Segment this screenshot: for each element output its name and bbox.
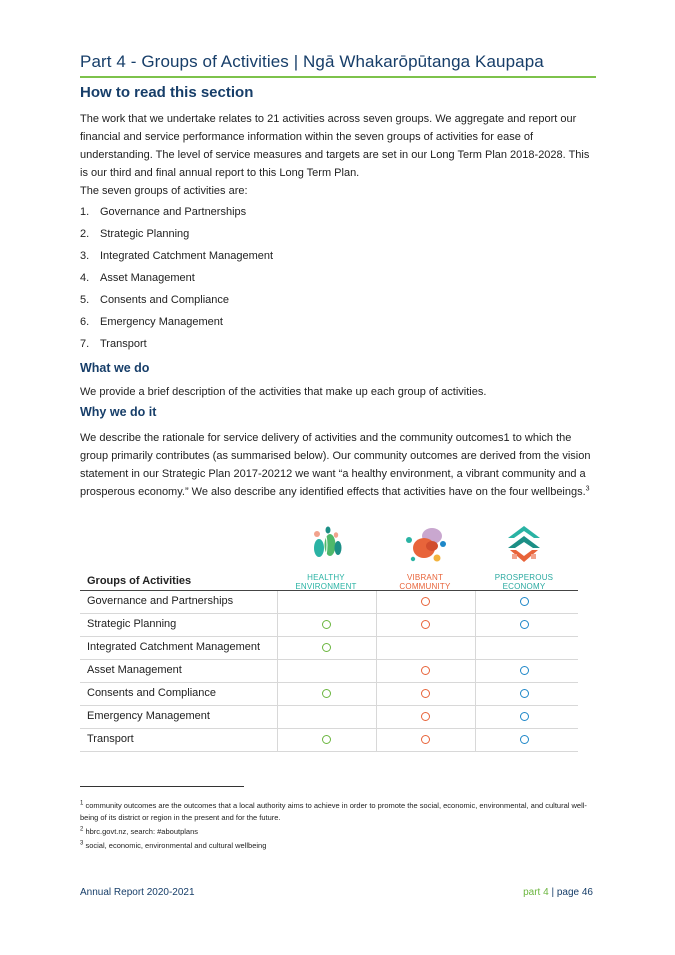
contributes-circle-icon [520, 666, 529, 675]
contributes-circle-icon [421, 597, 430, 606]
outcome-cell [475, 614, 575, 636]
section-title: How to read this section [80, 84, 254, 101]
contributes-circle-icon [322, 735, 331, 744]
list-number: 4. [80, 272, 90, 284]
list-label: Consents and Compliance [100, 294, 230, 306]
list-number: 7. [80, 338, 90, 350]
list-number: 1. [80, 206, 90, 218]
group-list-item [80, 228, 189, 240]
table-row [80, 706, 578, 729]
footnote-text: community outcomes are the outcomes that a local authority aims to achieve in order to promote the social, economic, environmental, and cultural well-being of its district or region in the present and for the future. [80, 801, 587, 822]
list-label: Asset Management [100, 272, 195, 284]
list-label: Integrated Catchment Management [100, 250, 274, 262]
outcome-cell [376, 683, 476, 705]
contributes-circle-icon [322, 643, 331, 652]
footnote-number: 1 [80, 800, 84, 807]
footnote [80, 840, 600, 852]
why-we-do-it-text [80, 429, 596, 501]
prosperous-economy-icon [502, 524, 546, 564]
contributes-circle-icon [520, 735, 529, 744]
list-number: 6. [80, 316, 90, 328]
outcome-cell [376, 706, 476, 728]
outcome-cell [277, 637, 377, 659]
outcome-cell [475, 683, 575, 705]
outcome-cell [475, 591, 575, 613]
outcome-label-line2: COMMUNITY [399, 582, 451, 591]
list-number: 3. [80, 250, 90, 262]
outcome-cell [277, 660, 377, 682]
group-list-item [80, 294, 229, 306]
group-list-item [80, 338, 147, 350]
footnote [80, 800, 600, 824]
activity-group-name: Integrated Catchment Management [87, 641, 261, 653]
contributes-circle-icon [421, 620, 430, 629]
part-title: Part 4 - Groups of Activities | Ngā Whakarōpūtanga Kaupapa [80, 52, 596, 78]
footnote [80, 826, 600, 838]
contributes-circle-icon [520, 689, 529, 698]
outcome-cell [475, 660, 575, 682]
table-row [80, 683, 578, 706]
list-label: Governance and Partnerships [100, 206, 247, 218]
contributes-circle-icon [322, 689, 331, 698]
contributes-circle-icon [520, 620, 529, 629]
contributes-circle-icon [421, 712, 430, 721]
outcome-cell [376, 591, 476, 613]
outcome-cell [277, 729, 377, 751]
outcome-label-line1: VIBRANT [406, 573, 444, 582]
contributes-circle-icon [421, 666, 430, 675]
outcome-cell [277, 683, 377, 705]
activity-group-name: Asset Management [87, 664, 182, 676]
table-row [80, 729, 578, 752]
outcome-cell [376, 729, 476, 751]
group-list-item [80, 316, 223, 328]
table-row [80, 660, 578, 683]
footnote-text: social, economic, environmental and cultural wellbeing [85, 841, 267, 850]
outcome-prosperous-economy [475, 524, 573, 591]
intro-paragraph: The work that we undertake relates to 21 activities across seven groups. We aggregate and report our financial and service performance information within the seven groups of activities for ease of understanding. The level of service measures and targets are set in our Long Term Plan 2018-2028. This is our third and final annual report to this Long Term Plan. [80, 113, 590, 179]
outcome-label-line1: PROSPEROUS [494, 573, 554, 582]
table-body [80, 590, 578, 752]
outcome-cell [376, 614, 476, 636]
activity-group-name: Transport [87, 733, 134, 745]
outcome-label-line2: ECONOMY [502, 582, 546, 591]
outcome-cell [376, 637, 476, 659]
outcome-label-line2: ENVIRONMENT [295, 582, 357, 591]
outcome-healthy-environment [277, 524, 375, 591]
outcome-cell [475, 706, 575, 728]
list-number: 2. [80, 228, 90, 240]
healthy-environment-icon [306, 524, 346, 564]
what-we-do-text: We provide a brief description of the activities that make up each group of activities. [80, 386, 487, 398]
contributes-circle-icon [421, 735, 430, 744]
activity-group-name: Governance and Partnerships [87, 595, 234, 607]
footer-page-info [523, 887, 593, 898]
table-row [80, 614, 578, 637]
footer-separator: | [551, 887, 555, 898]
outcome-label-line1: HEALTHY [307, 573, 345, 582]
footnote-number: 2 [80, 826, 84, 833]
vibrant-community-icon [402, 524, 448, 564]
list-number: 5. [80, 294, 90, 306]
footnote-ref: 3 [585, 485, 590, 493]
group-list-item [80, 272, 195, 284]
footer-part: part 4 [523, 887, 549, 898]
footnote-divider [80, 786, 244, 787]
group-list-item [80, 250, 273, 262]
outcome-cell [277, 706, 377, 728]
contributes-circle-icon [520, 712, 529, 721]
list-intro: The seven groups of activities are: [80, 185, 248, 197]
list-label: Transport [100, 338, 147, 350]
outcome-cell [475, 637, 575, 659]
outcome-vibrant-community [376, 524, 474, 591]
footer-page-number: page 46 [556, 887, 593, 898]
table-row [80, 637, 578, 660]
outcome-cell [475, 729, 575, 751]
activity-group-name: Consents and Compliance [87, 687, 217, 699]
list-label: Emergency Management [100, 316, 223, 328]
footer-report-title: Annual Report 2020-2021 [80, 887, 195, 898]
outcome-cell [277, 591, 377, 613]
what-we-do-heading: What we do [80, 361, 150, 375]
footnote-text: hbrc.govt.nz, search: #aboutplans [85, 827, 199, 836]
group-list-item [80, 206, 246, 218]
why-text-body: We describe the rationale for service delivery of activities and the community outcomes1 to which the group primarily contributes (as summarised below). Our community outcomes are derived from the vision statement in our Strategic Plan 2017-20212 we want “a healthy environment, a vibrant community and a prosperous economy.” We also describe any identified effects that activities have on the four wellbeings. [80, 432, 591, 498]
outcome-cell [277, 614, 377, 636]
list-label: Strategic Planning [100, 228, 190, 240]
table-row [80, 591, 578, 614]
activity-group-name: Emergency Management [87, 710, 210, 722]
contributes-circle-icon [421, 689, 430, 698]
outcome-cell [376, 660, 476, 682]
contributes-circle-icon [520, 597, 529, 606]
contributes-circle-icon [322, 620, 331, 629]
table-header-groups: Groups of Activities [87, 575, 192, 587]
footnote-number: 3 [80, 840, 84, 847]
activity-group-name: Strategic Planning [87, 618, 177, 630]
why-we-do-it-heading: Why we do it [80, 405, 157, 419]
